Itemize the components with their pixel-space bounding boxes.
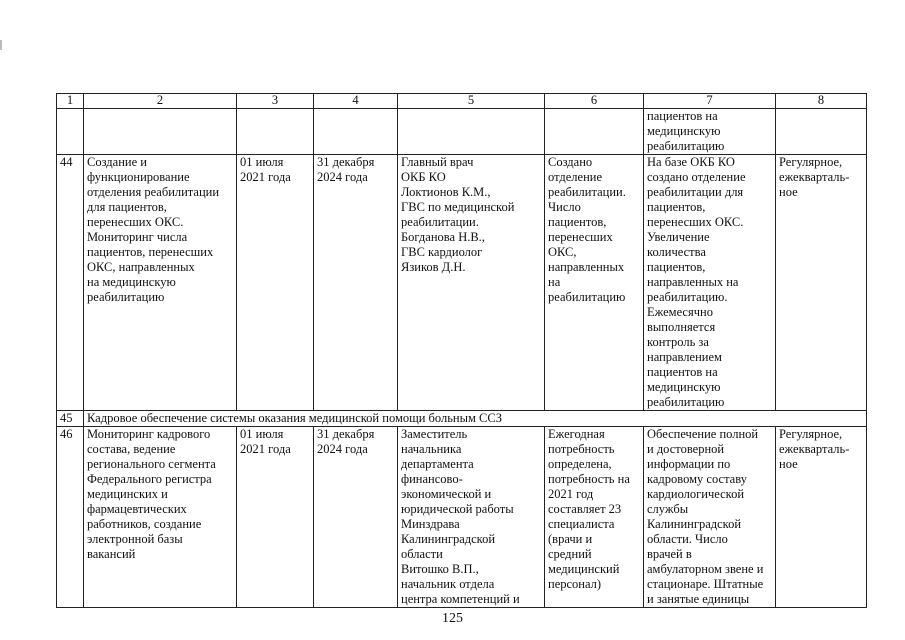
scan-edge-mark (0, 40, 2, 50)
cell-control-type: Регулярное, ежекварталь- ное (776, 155, 867, 411)
cell-number: 44 (57, 155, 84, 411)
cell-measure (84, 109, 237, 155)
col-header-8: 8 (776, 94, 867, 109)
cell-characteristic: Создано отделение реабилитации. Число пациентов, перенесших ОКС, направленных на реабилитацию (545, 155, 644, 411)
table-row-continuation (57, 109, 867, 155)
col-header-1: 1 (57, 94, 84, 109)
cell-responsible: Главный врач ОКБ КО Локтионов К.М., ГВС по медицинской реабилитации. Богданова Н.В., ГВС кардиолог Язиков Д.Н. (398, 155, 545, 411)
cell-result: Обеспечение полной и достоверной информации по кадровому составу кардиологической службы Калининградской области. Число врачей в амбулаторном звене и стационаре. Штатные и занятые единицы (644, 427, 776, 608)
cell-start-date: 01 июля 2021 года (237, 427, 314, 608)
col-header-2: 2 (84, 94, 237, 109)
table-row-44 (57, 155, 867, 411)
column-number-row (57, 94, 867, 109)
cell-start-date (237, 109, 314, 155)
cell-start-date: 01 июля 2021 года (237, 155, 314, 411)
table-row-46 (57, 427, 867, 608)
cell-characteristic: Ежегодная потребность определена, потребность на 2021 год составляет 23 специалиста (врачи и средний медицинский персонал) (545, 427, 644, 608)
col-header-3: 3 (237, 94, 314, 109)
cell-responsible (398, 109, 545, 155)
col-header-5: 5 (398, 94, 545, 109)
cell-end-date (314, 109, 398, 155)
cell-characteristic (545, 109, 644, 155)
cell-end-date: 31 декабря 2024 года (314, 155, 398, 411)
cell-number: 45 (57, 411, 84, 427)
cell-number (57, 109, 84, 155)
cell-control-type: Регулярное, ежекварталь- ное (776, 427, 867, 608)
cell-control-type (776, 109, 867, 155)
cell-measure: Создание и функционирование отделения реабилитации для пациентов, перенесших ОКС. Мониторинг числа пациентов, перенесших ОКС, направленных на медицинскую реабилитацию (84, 155, 237, 411)
table-row-45-section (57, 411, 867, 427)
col-header-7: 7 (644, 94, 776, 109)
section-heading: Кадровое обеспечение системы оказания медицинской помощи больным ССЗ (84, 411, 867, 427)
col-header-6: 6 (545, 94, 644, 109)
cell-result: пациентов на медицинскую реабилитацию (644, 109, 776, 155)
cell-end-date: 31 декабря 2024 года (314, 427, 398, 608)
page-number: 125 (442, 611, 463, 626)
cell-result: На базе ОКБ КО создано отделение реабилитации для пациентов, перенесших ОКС. Увеличение количества пациентов, направленных на реабилитацию. Ежемесячно выполняется контроль за направлением пациентов на медицинскую реабилитацию (644, 155, 776, 411)
cell-measure: Мониторинг кадрового состава, ведение регионального сегмента Федерального регистра медицинских и фармацевтических работников, создание электронной базы вакансий (84, 427, 237, 608)
cell-number: 46 (57, 427, 84, 608)
col-header-4: 4 (314, 94, 398, 109)
measures-table (56, 93, 867, 608)
cell-responsible: Заместитель начальника департамента финансово- экономической и юридической работы Минздрава Калининградской области Витошко В.П., начальник отдела центра компетенций и (398, 427, 545, 608)
